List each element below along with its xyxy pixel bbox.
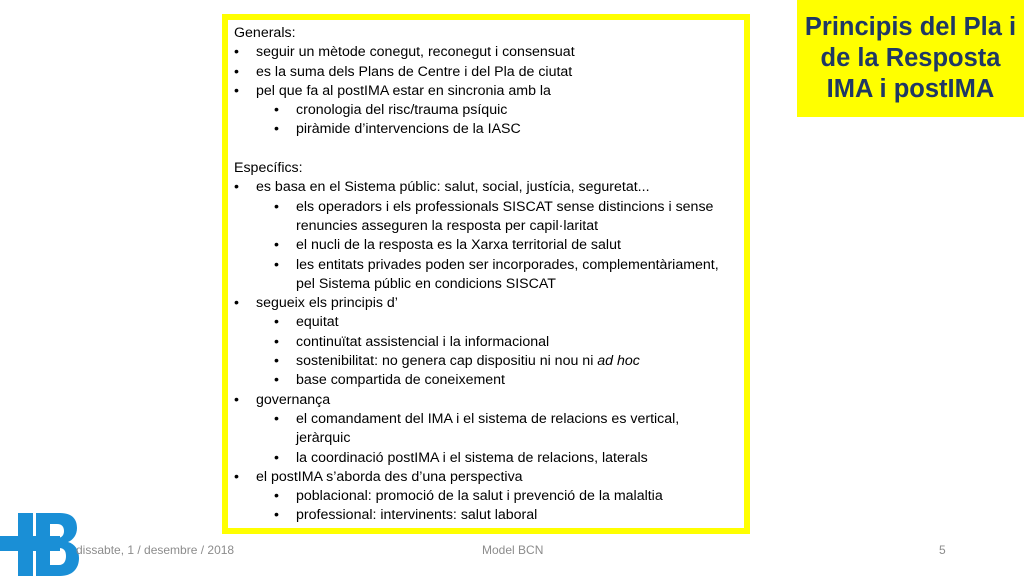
list-item: • seguir un mètode conegut, reconegut i consensuat (232, 43, 740, 62)
generals-heading: Generals: (234, 25, 296, 41)
title-box (797, 0, 1024, 117)
list-subitem: • el comandament del IMA i el sistema de relacions es vertical, (232, 410, 740, 429)
plus-b-logo-icon (0, 513, 80, 576)
italic-term: ad hoc (597, 353, 640, 370)
list-subitem-continuation: renuncies asseguren la resposta per capil·laritat (296, 217, 599, 234)
footer-date: dissabte, 1 / desembre / 2018 (76, 543, 235, 557)
list-item: • es basa en el Sistema públic: salut, social, justícia, seguretat... (232, 178, 740, 197)
list-subitem: • piràmide d’intervencions de la IASC (232, 120, 740, 139)
bullet-icon: • (274, 256, 279, 273)
list-item: • es la suma dels Plans de Centre i del Pla de ciutat (232, 63, 740, 82)
list-subitem: • equitat (232, 313, 740, 332)
bullet-icon: • (274, 333, 279, 350)
content-box (222, 14, 750, 534)
list-subitem: • continuïtat assistencial i la informacional (232, 333, 740, 352)
bullet-icon: • (234, 63, 239, 80)
list-subitem: • professional: intervinents: salut laboral (232, 506, 740, 525)
bullet-icon: • (234, 468, 239, 485)
list-subitem: • base compartida de coneixement (232, 371, 740, 390)
bullet-icon: • (274, 102, 279, 119)
bullet-icon: • (234, 295, 239, 312)
bullet-icon: • (274, 198, 279, 215)
bullet-icon: • (274, 507, 279, 524)
content-text (232, 24, 740, 526)
bullet-icon: • (234, 44, 239, 61)
slide-title: Principis del Pla i de la Resposta IMA i postIMA (804, 13, 1017, 103)
bullet-icon: • (274, 237, 279, 254)
list-subitem: • poblacional: promoció de la salut i prevenció de la malaltia (232, 487, 740, 506)
list-item: • el postIMA s’aborda des d’una perspectiva (232, 468, 740, 487)
page-number: 5 (939, 543, 946, 557)
especifics-heading: Específics: (234, 160, 303, 177)
list-item: • pel que fa al postIMA estar en sincronia amb la (232, 82, 740, 101)
list-subitem-continuation: jeràrquic (296, 430, 351, 447)
footer-center-text: Model BCN (482, 543, 544, 557)
bullet-icon: • (274, 410, 279, 427)
list-subitem: • els operadors i els professionals SISCAT sense distincions i sense (232, 198, 740, 217)
bullet-icon: • (234, 82, 239, 99)
list-item: • segueix els principis d’ (232, 294, 740, 313)
list-subitem: • cronologia del risc/trauma psíquic (232, 101, 740, 120)
bullet-icon: • (274, 449, 279, 466)
list-subitem-continuation: pel Sistema públic en condicions SISCAT (296, 275, 556, 292)
list-item: • governança (232, 391, 740, 410)
logo-b-shape (36, 513, 79, 576)
spacer (232, 140, 740, 159)
list-subitem: • sostenibilitat: no genera cap dispositiu ni nou ni ad hoc (232, 352, 740, 371)
bullet-icon: • (274, 372, 279, 389)
bullet-icon: • (274, 121, 279, 138)
bullet-icon: • (274, 488, 279, 505)
bullet-icon: • (274, 314, 279, 331)
list-subitem: • la coordinació postIMA i el sistema de relacions, laterals (232, 449, 740, 468)
list-subitem: • el nucli de la resposta es la Xarxa territorial de salut (232, 236, 740, 255)
bullet-icon: • (274, 353, 279, 370)
bullet-icon: • (234, 391, 239, 408)
bullet-icon: • (234, 179, 239, 196)
list-subitem: • les entitats privades poden ser incorporades, complementàriament, (232, 256, 740, 275)
